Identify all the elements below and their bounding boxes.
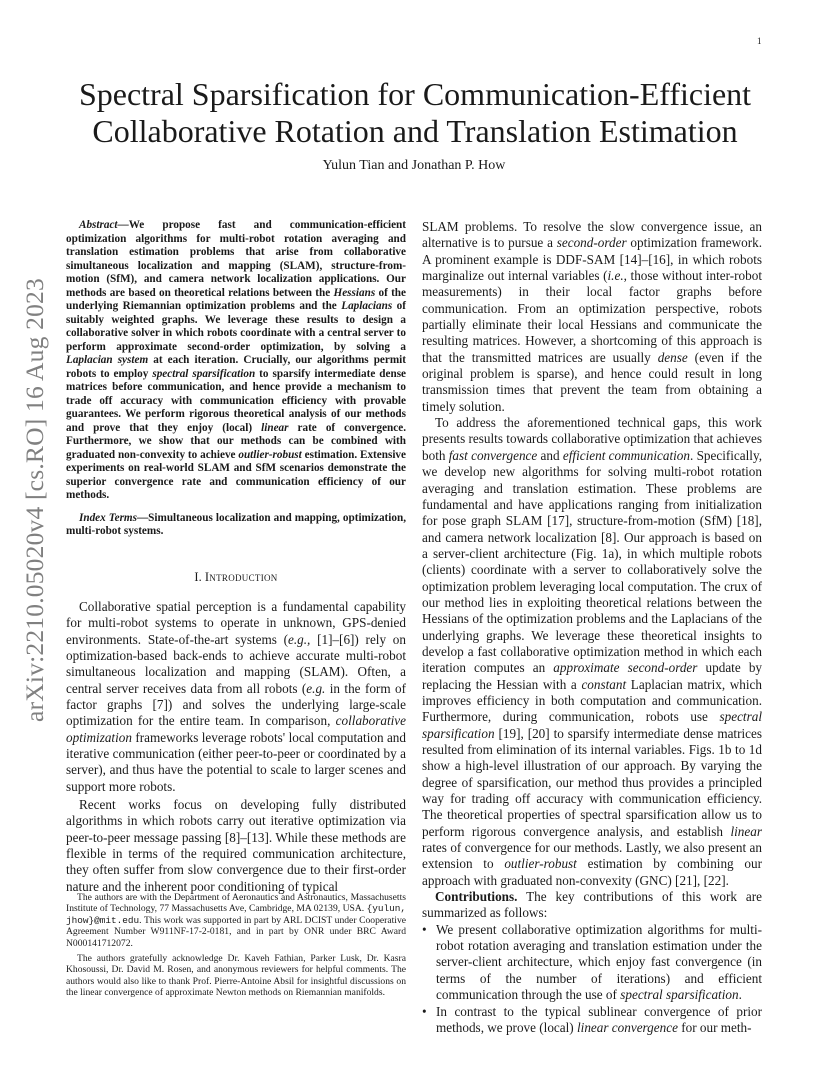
- right-paragraph-1: SLAM problems. To resolve the slow convergence issue, an alternative is to pursue a second-order optimization framework. A prominent example is DDF-SAM [14]–[16], in which robots marginalize out internal variables (i.e., those without inter-robot measurements) in their local factor graphs before communication. From an optimization perspective, robots partially eliminate their local Hessians and communicate the resulting matrices. However, a shortcoming of this approach is that the transmitted matrices are usually dense (even if the original problem is sparse), and hence could result in long transmission times that prevent the team from obtaining a timely solution.: [422, 219, 762, 414]
- abstract-label: Abstract: [79, 219, 118, 231]
- author-list: Yulun Tian and Jonathan P. How: [322, 158, 506, 173]
- index-terms-label: Index Terms: [79, 511, 137, 524]
- page-number: 1: [757, 36, 762, 46]
- section-heading-introduction: I. Introduction: [194, 569, 278, 584]
- author-emails: {yulun, jhow}@mit.edu: [66, 903, 406, 926]
- contributions-list: [422, 922, 762, 1036]
- title-line-1: Spectral Sparsification for Communication-Efficient: [78, 76, 752, 112]
- intro-paragraph-2: Recent works focus on developing fully distributed algorithms in which robots carry out iterative optimization via peer-to-peer message passing [8]–[13]. While these methods are flexible in terms of the required communication architecture, they often suffer from slow convergence due to their first-order nature and the inherent poor conditioning of typical: [66, 796, 406, 894]
- arxiv-identifier-stamp: [20, 235, 50, 765]
- contribution-item: • In contrast to the typical sublinear convergence of prior methods, we prove (local) linear convergence for our meth-: [422, 1004, 762, 1037]
- intro-paragraph-1: Collaborative spatial perception is a fundamental capability for multi-robot systems to operate in unknown, GPS-denied environments. State-of-the-art systems (e.g., [1]–[6]) rely on optimization-based back-ends to achieve accurate multi-robot simultaneous localization and mapping (SLAM). Often, a central server receives data from all robots (e.g. in the form of factor graphs [7]) and solves the underlying large-scale optimization for the entire team. In comparison, collaborative optimization frameworks leverage robots' local computation and iterative communication (either peer-to-peer or coordinated by a server), and thus have the potential to scale to larger scenes and support more robots.: [66, 598, 406, 794]
- right-column: [422, 219, 762, 1036]
- left-column: [66, 219, 406, 895]
- footnotes: [66, 892, 406, 1003]
- index-terms: Index Terms—Simultaneous localization and mapping, optimization, multi-robot systems.: [66, 511, 406, 537]
- arxiv-stamp-text: arXiv:2210.05020v4 [cs.RO] 16 Aug 2023: [20, 278, 49, 722]
- right-paragraph-2: To address the aforementioned technical gaps, this work presents results towards collaborative optimization that achieves both fast convergence and efficient communication. Specifically, we develop new algorithms for solving multi-robot rotation averaging and translation estimation. These problems are fundamental and have applications ranging from initialization for pose graph SLAM [17], structure-from-motion (SfM) [18], and camera network localization [8]. Our approach is based on a server-client architecture (Fig. 1a), in which multiple robots (clients) coordinate with a server to collaboratively solve the optimization problem leveraging local computation. The crux of our method lies in exploiting theoretical relations between the Hessians of the optimization problems and the Laplacians of the underlying graphs. We leverage these theoretical insights to develop a fast collaborative optimization method in which each iteration computes an approximate second-order update by replacing the Hessian with a constant Laplacian matrix, which improves efficiency in both computation and communication. Furthermore, during communication, robots use spectral sparsification [19], [20] to sparsify intermediate dense matrices resulted from elimination of its internal variables. Figs. 1b to 1d show a high-level illustration of our approach. By varying the degree of sparsification, our method thus provides a principled way for trading off accuracy with communication efficiency. The theoretical properties of spectral sparsification allow us to perform rigorous convergence analysis, and establish linear rates of convergence for our methods. Lastly, we also present an extension to outlier-robust estimation by combining our approach with graduated non-convexity (GNC) [21], [22].: [422, 415, 763, 888]
- footnote-acknowledgement: The authors gratefully acknowledge Dr. Kaveh Fathian, Parker Lusk, Dr. Kasra Khosoussi, Dr. David M. Rosen, and anonymous reviewers for helpful comments. The authors would also like to thank Prof. Pierre-Antoine Absil for insightful discussions on the linear convergence of approximate Newton methods on Riemannian manifolds.: [66, 953, 406, 999]
- footnote-affiliation: The authors are with the Department of Aeronautics and Astronautics, Massachusetts Institute of Technology, 77 Massachusetts Ave, Cambridge, MA 02139, USA. {yulun, jhow}@mit.edu. This work was supported in part by ARL DCIST under Cooperative Agreement Number W911NF-17-2-0181, and in part by ONR under BRC Award N000141712072.: [66, 892, 406, 949]
- contribution-item: • We present collaborative optimization algorithms for multi-robot rotation averaging and translation estimation under the server-client architecture, which enjoy fast convergence (in terms of the number of iterations) and efficient communication through the use of spectral sparsification.: [422, 922, 762, 1004]
- title-line-2: Collaborative Rotation and Translation Estimation: [92, 113, 738, 149]
- paper-title: [40, 76, 790, 150]
- contributions-label: Contributions.: [435, 889, 518, 905]
- contributions-paragraph: Contributions. The key contributions of this work are summarized as follows:: [422, 889, 762, 921]
- abstract: Abstract—We propose fast and communication-efficient optimization algorithms for multi-robot rotation averaging and translation estimation problems that arise from collaborative simultaneous localization and mapping (SLAM), structure-from-motion (SfM), and camera network localization applications. Our methods are based on theoretical relations between the Hessians of the underlying Riemannian optimization problems and the Laplacians of suitably weighted graphs. We leverage these results to design a collaborative solver in which robots coordinate with a central server to perform approximate second-order optimization, by solving a Laplacian system at each iteration. Crucially, our algorithms permit robots to employ spectral sparsification to sparsify intermediate dense matrices before communication, and hence provide a mechanism to trade off accuracy with communication efficiency with provable guarantees. We perform rigorous theoretical analysis of our methods and prove that they enjoy (local) linear rate of convergence. Furthermore, we show that our methods can be combined with graduated non-convexity to achieve outlier-robust estimation. Extensive experiments on real-world SLAM and SfM scenarios demonstrate the superior convergence rate and communication efficiency of our methods. Index Terms—Simultaneous localization and mapping, optimization, multi-robot systems.: [66, 219, 407, 537]
